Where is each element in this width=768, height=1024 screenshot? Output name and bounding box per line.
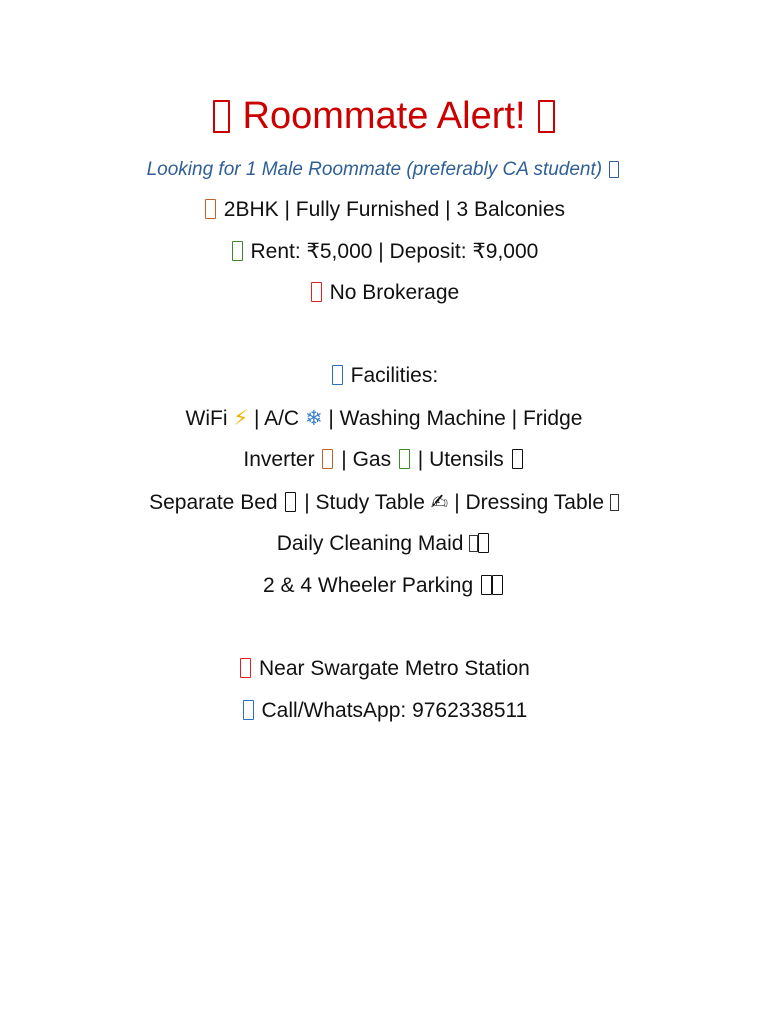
facilities-header-line [0, 362, 768, 390]
money-icon [232, 241, 243, 261]
bed-icon [285, 492, 296, 512]
snowflake-icon: ❄ [304, 406, 323, 430]
fire-icon [399, 449, 410, 469]
facility-washing-fridge: | Washing Machine | Fridge [328, 407, 583, 430]
facility-gas: | Gas [341, 448, 392, 471]
facility-parking: 2 & 4 Wheeler Parking [263, 574, 474, 597]
facility-utensils: | Utensils [417, 448, 504, 471]
location-line [0, 655, 768, 683]
facilities-line-1 [0, 404, 768, 433]
facilities-line-3 [0, 488, 768, 517]
subtitle: Looking for 1 Male Roommate (preferably CA student) [146, 159, 603, 180]
contact-text: Call/WhatsApp: 9762338511 [261, 699, 528, 722]
location-pin-icon [240, 658, 251, 678]
scooter-icon [481, 575, 492, 595]
alert-icon [538, 100, 555, 133]
facility-dressing-table: | Dressing Table [454, 491, 605, 514]
broom-icon [469, 535, 478, 552]
flat-details-line [0, 196, 768, 224]
brokerage-line [0, 279, 768, 307]
rent-details: Rent: ₹5,000 | Deposit: ₹9,000 [250, 240, 539, 263]
phone-icon [243, 700, 254, 720]
house-icon [205, 199, 216, 219]
flat-details: 2BHK | Fully Furnished | 3 Balconies [223, 198, 566, 221]
facility-inverter: Inverter [243, 448, 315, 471]
student-icon [609, 161, 619, 178]
facility-study-table: | Study Table [304, 491, 425, 514]
subtitle-line [0, 156, 768, 184]
car-icon [492, 575, 503, 595]
facilities-icon [332, 365, 343, 385]
title: Roommate Alert! [242, 95, 526, 137]
title-line [0, 94, 768, 138]
cleaning-icon [478, 533, 489, 553]
facility-bed: Separate Bed [149, 491, 278, 514]
utensils-icon [512, 449, 523, 469]
location-text: Near Swargate Metro Station [259, 657, 530, 680]
lightning-icon: ⚡ [233, 406, 249, 430]
writing-hand-icon: ✍ [430, 490, 449, 514]
facility-maid: Daily Cleaning Maid [276, 532, 464, 555]
facilities-line-2 [0, 446, 768, 474]
mirror-icon [610, 494, 619, 511]
rent-line [0, 238, 768, 266]
facility-wifi: WiFi [185, 407, 228, 430]
no-entry-icon [311, 282, 322, 302]
facilities-header: Facilities: [350, 364, 439, 387]
facilities-line-4 [0, 530, 768, 558]
brokerage-text: No Brokerage [329, 281, 460, 304]
facility-ac: | A/C [253, 407, 300, 430]
facilities-line-5 [0, 572, 768, 600]
alert-icon [213, 100, 230, 133]
battery-icon [322, 449, 333, 469]
contact-line [0, 697, 768, 725]
